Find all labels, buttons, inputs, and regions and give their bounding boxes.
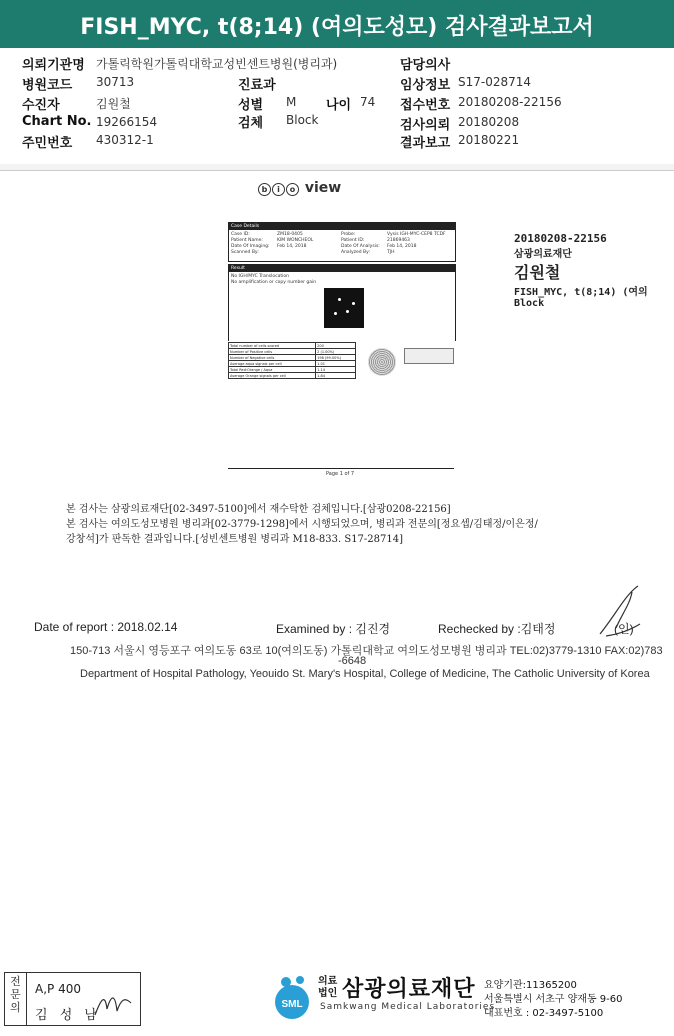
foundation-name: 삼광의료재단	[342, 977, 476, 1002]
case-id-label: Case ID:	[231, 232, 250, 237]
result-line-2: No amplification or copy number gain	[231, 280, 317, 285]
signature-icon	[596, 584, 644, 640]
logo-circle-icon: i	[272, 183, 285, 196]
analyzed-by-value: TJH	[387, 250, 395, 255]
foundation-phone: 대표번호 : 02-3497-5100	[484, 1008, 604, 1019]
fish-count-row	[229, 373, 356, 379]
spec-line: A,P 400	[35, 982, 81, 996]
signal-legend	[404, 348, 454, 364]
chart-value: 19266154	[96, 115, 158, 129]
patient-id-value: 21869463	[387, 238, 410, 243]
chart-label: Chart No.	[22, 114, 92, 129]
fish-signal	[334, 312, 337, 315]
header-separator	[0, 164, 674, 171]
sex-label: 성별	[238, 98, 264, 113]
remark-line-1: 본 검사는 삼광의료재단[02-3497-5100]에서 재수탁한 검체입니다.[삼광0208-22156]	[66, 504, 451, 515]
reviewer-label: 전문의	[5, 973, 27, 1025]
date-imaging-label: Date Of Imaging:	[231, 244, 270, 249]
rechecked-by: Rechecked by :김태정	[438, 622, 556, 636]
fish-count-label: Number of Negative cells	[229, 355, 316, 361]
patient-name-label: Patient Name:	[231, 238, 263, 243]
date-imaging-value: Feb 14, 2018	[277, 244, 307, 249]
patient-name-value: KIM WONCHEOL	[277, 238, 314, 243]
req-inst-value: 가톨릭학원가톨릭대학교성빈센트병원(병리과)	[96, 57, 338, 71]
probe-value: Vysis IGH-MYC-CEP8 TCDF	[387, 232, 446, 237]
reviewer-name: 김 성 남	[35, 1008, 101, 1023]
doctor-label: 담당의사	[400, 58, 451, 73]
hosp-code-label: 병원코드	[22, 78, 73, 93]
address-line-2: -6648	[338, 655, 367, 667]
care-code: 요양기관:11365200	[484, 980, 577, 991]
date-analysis-value: Feb 14, 2018	[387, 244, 417, 249]
foundation-en: Samkwang Medical Laboratories	[320, 1002, 496, 1012]
fish-count-label: Total Red:Orange / Aqua	[229, 367, 316, 373]
req-date-value: 20180208	[458, 115, 520, 129]
specimen-label: 검체	[238, 116, 264, 131]
date-of-report: Date of report : 2018.02.14	[34, 620, 178, 634]
sex-value: M	[286, 95, 297, 109]
fish-signal	[346, 310, 349, 313]
fish-count-label: Number of Positive cells	[229, 349, 316, 355]
dept-label: 진료과	[238, 78, 276, 93]
result-date-value: 20180221	[458, 133, 520, 147]
reviewer-signature-icon	[93, 989, 133, 1019]
req-date-label: 검사의뢰	[400, 118, 451, 133]
receipt-label: 접수번호	[400, 98, 451, 113]
sml-logo-text: SML	[281, 999, 303, 1010]
fish-count-table	[228, 342, 356, 379]
sticker-specimen: Block	[514, 298, 545, 309]
foundation-address: 서울특별시 서초구 양재동 9-60	[484, 994, 623, 1005]
inst-type-line-1: 의료	[318, 976, 338, 987]
fish-count-label: Total number of cells scored	[229, 343, 316, 349]
address-line-1: 150-713 서울시 영등포구 여의도동 63로 10(여의도동) 가톨릭대학교 여의도성모병원 병리과 TEL:02)3779-1310 FAX:02)783	[70, 645, 663, 657]
age-value: 74	[360, 95, 376, 109]
sticker-foundation: 삼광의료재단	[514, 249, 572, 260]
receipt-value: 20180208-22156	[458, 95, 562, 109]
scanned-by-label: Scanned By:	[231, 250, 259, 255]
age-label: 나이	[326, 98, 352, 113]
remark-line-3: 강창석]가 판독한 결과입니다.[성빈센트병원 병리과 M18-833. S17-28714]	[66, 534, 404, 545]
fish-count-value: 198 (99.00%)	[316, 355, 356, 361]
specimen-value: Block	[286, 113, 319, 127]
logo-circle-icon: o	[286, 183, 299, 196]
receipt-label-sticker	[514, 232, 674, 309]
sml-logo-icon	[272, 974, 312, 1020]
clinical-value: S17-028714	[458, 75, 532, 89]
sticker-test: FISH_MYC, t(8;14) (여의	[514, 287, 648, 298]
seal-mark: (인)	[614, 622, 634, 636]
fish-count-value: 2 (1.00%)	[316, 349, 356, 355]
logo-text: view	[304, 180, 342, 196]
nucleus-thumbnail	[368, 348, 396, 376]
logo-circle-icon: b	[258, 183, 271, 196]
case-id-value: ZM18-0405	[277, 232, 303, 237]
result-line-1: No IGH/MYC Translocation	[231, 274, 289, 279]
case-details-heading: Case Details	[229, 223, 455, 230]
examined-by: Examined by : 김진경	[276, 622, 391, 636]
fish-signal	[338, 298, 341, 301]
date-analysis-label: Date Of Analysis:	[341, 244, 380, 249]
patient-header	[0, 48, 674, 165]
hosp-code-value: 30713	[96, 75, 135, 89]
fish-signal	[352, 302, 355, 305]
rrn-label: 주민번호	[22, 136, 73, 151]
sticker-patient: 김원철	[514, 263, 561, 282]
fish-count-value: 1.84	[316, 373, 356, 379]
fish-count-label: Average Orange signals per cell	[229, 373, 316, 379]
patient-label: 수진자	[22, 98, 60, 113]
patient-value: 김원철	[96, 97, 131, 111]
inst-type-line-2: 법인	[318, 988, 338, 999]
fish-count-label: Average aqua signals per cell	[229, 361, 316, 367]
footer	[0, 968, 674, 1036]
scanned-fish-report	[228, 180, 456, 485]
fish-count-value: 1.01	[316, 361, 356, 367]
clinical-label: 임상정보	[400, 78, 451, 93]
sticker-receipt-no: 20180208-22156	[514, 232, 607, 245]
page-label: Page 1 of 7	[326, 471, 355, 477]
probe-label: Probe:	[341, 232, 356, 237]
remark-line-2: 본 검사는 여의도성모병원 병리과[02-3779-1298]에서 시행되었으며, 병리과 전문의[정요셉/김태정/이은정/	[66, 519, 538, 530]
inst-type	[318, 976, 337, 1000]
reviewer-box	[4, 972, 141, 1026]
analyzed-by-label: Analyzed By:	[341, 250, 370, 255]
result-date-label: 결과보고	[400, 136, 451, 151]
fish-cell-image	[324, 288, 364, 328]
scan-footer-line	[228, 468, 454, 469]
patient-id-label: Patient ID:	[341, 238, 365, 243]
report-title: FISH_MYC, t(8;14) (여의도성모) 검사결과보고서	[0, 0, 674, 48]
bioview-logo	[258, 180, 341, 196]
case-details-box	[228, 222, 456, 262]
department-line: Department of Hospital Pathology, Yeouido St. Mary's Hospital, College of Medicine, The Catholic University of Korea	[80, 668, 650, 680]
fish-count-value: 1.14	[316, 367, 356, 373]
fish-count-value: 200	[316, 343, 356, 349]
req-inst-label: 의뢰기관명	[22, 58, 85, 73]
result-heading: Result	[229, 265, 455, 272]
rrn-value: 430312-1	[96, 133, 154, 147]
